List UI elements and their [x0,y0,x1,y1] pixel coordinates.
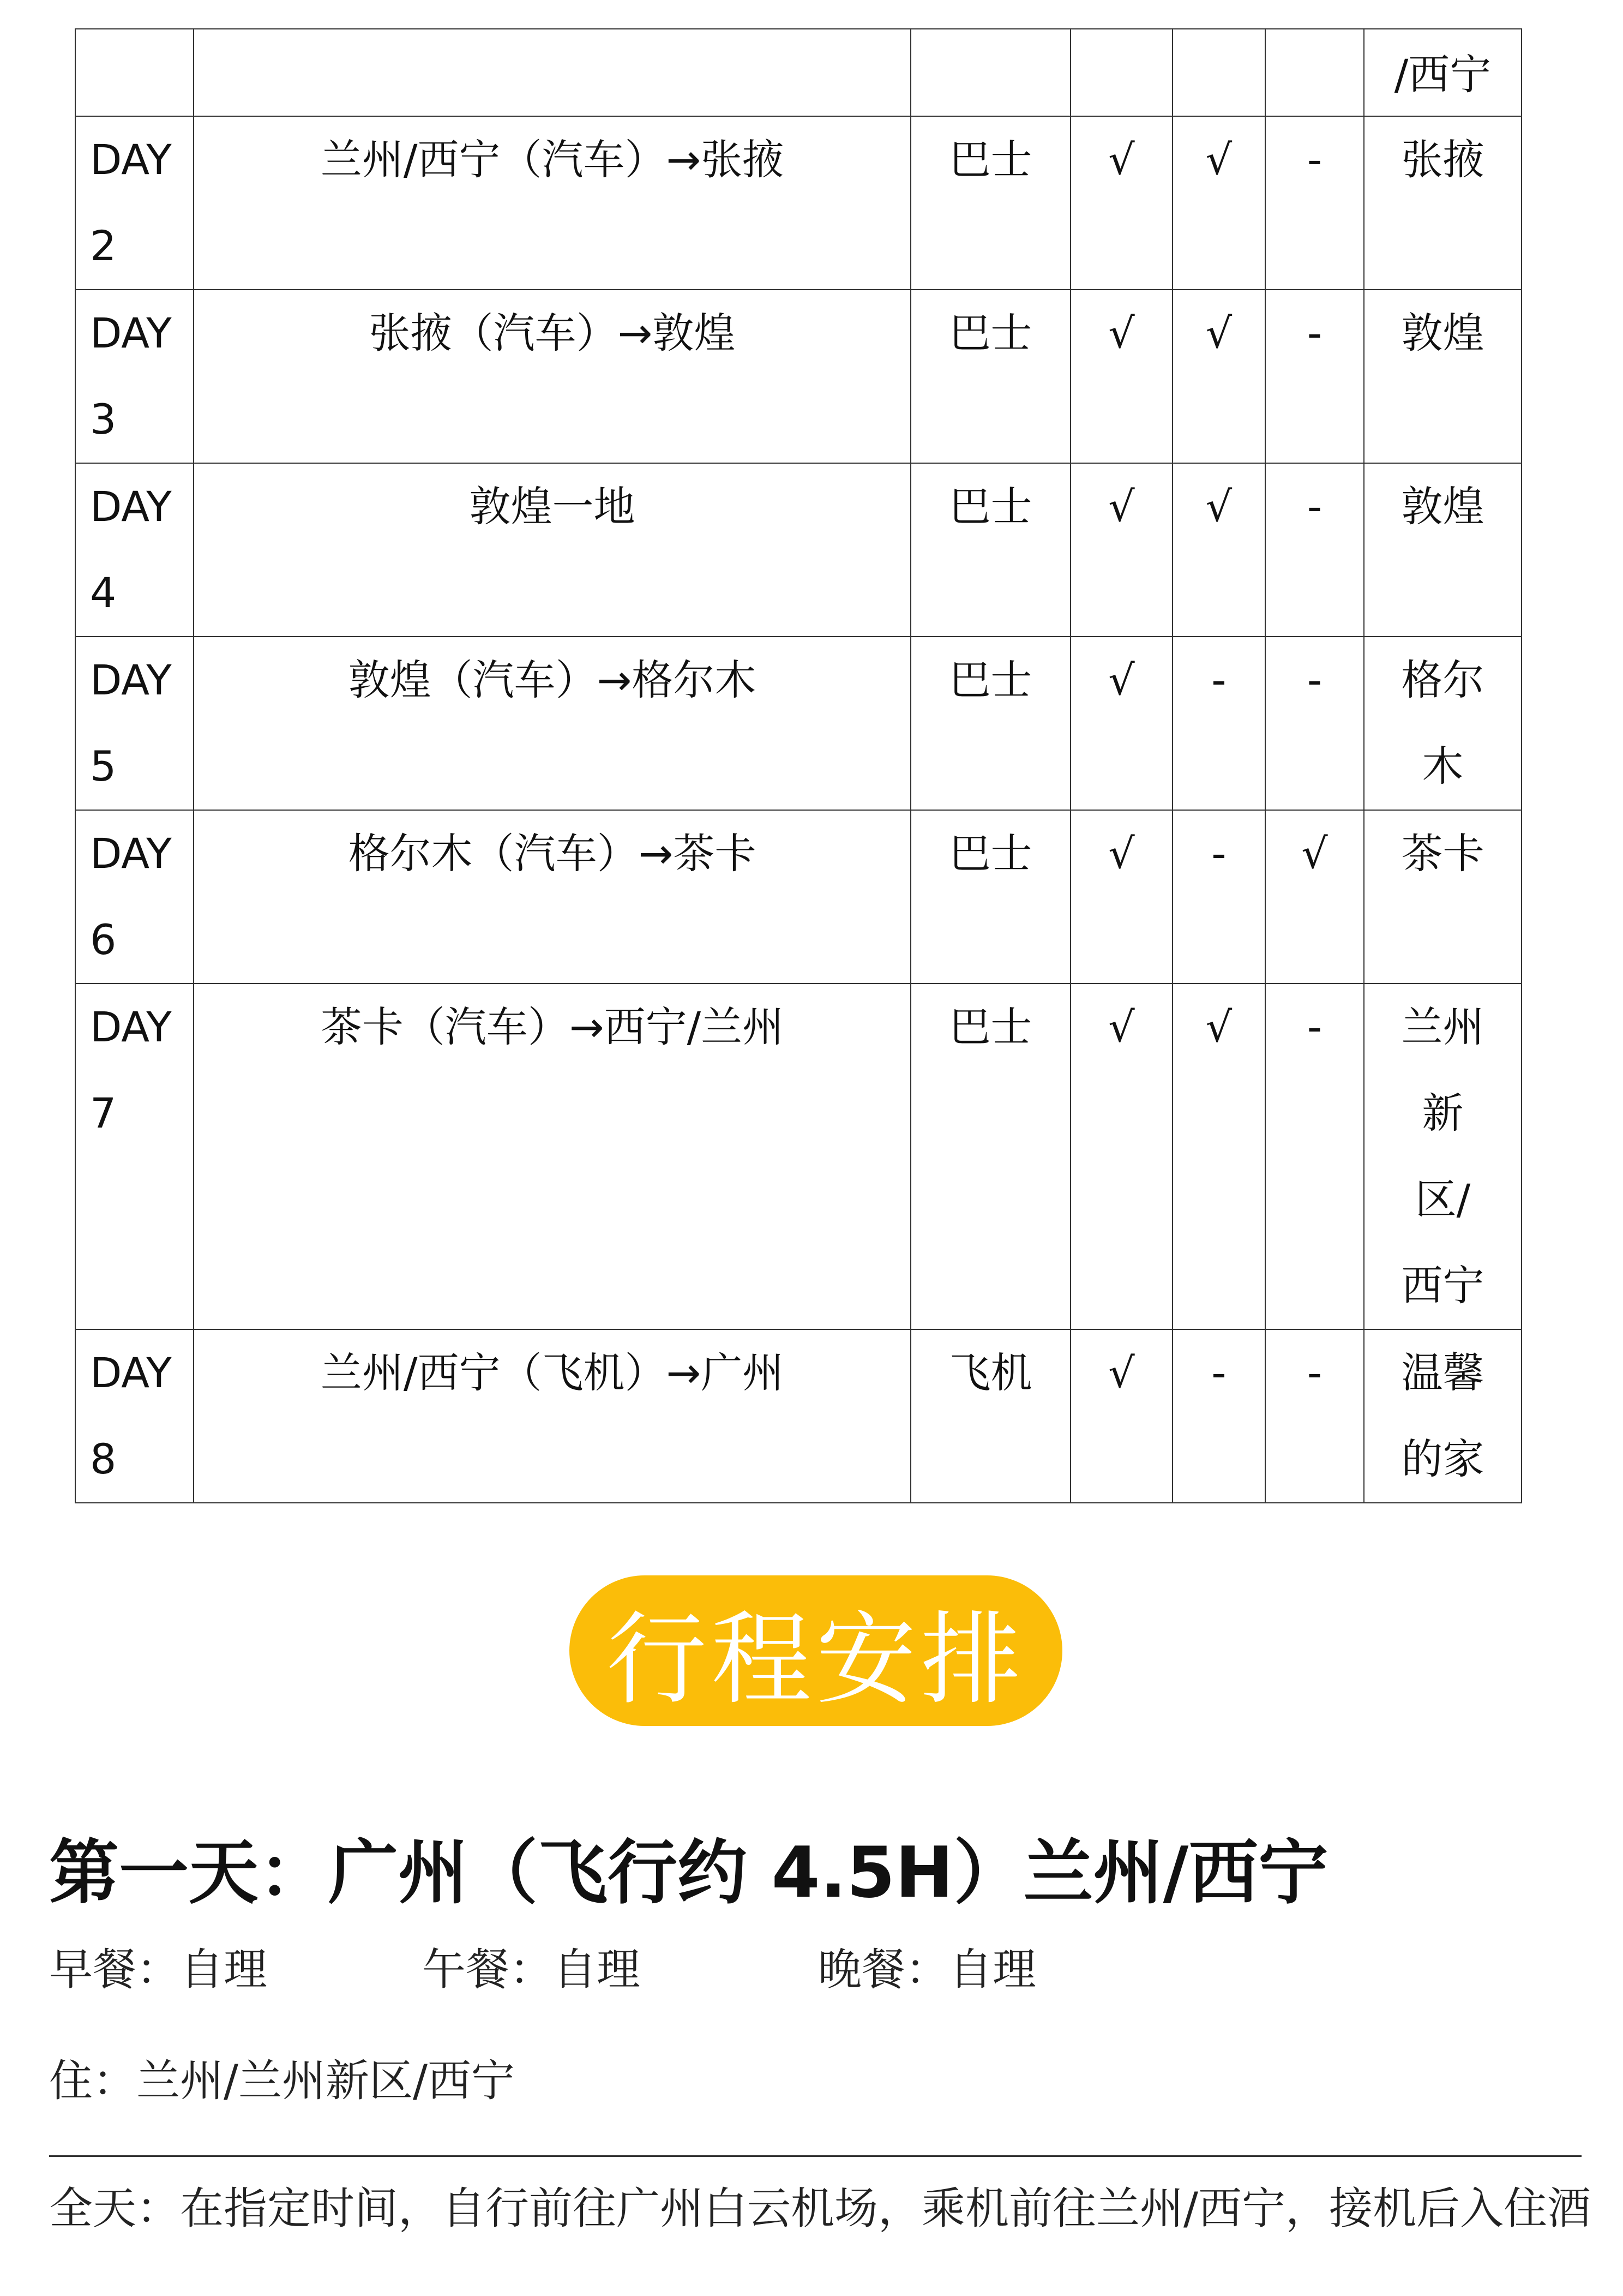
dinner-cell: - [1265,1329,1364,1503]
breakfast-cell: √ [1071,116,1173,290]
lunch-cell: √ [1173,984,1265,1329]
dinner-cell: - [1265,463,1364,637]
day1-title: 第一天：广州（飞行约 4.5H）兰州/西宁 [49,1832,1329,1914]
transport-cell: 巴士 [911,290,1071,463]
day-cell [75,1329,194,1503]
transport-cell: 巴士 [911,810,1071,984]
day-text: DAY6 [90,829,172,964]
transport-cell: 巴士 [911,984,1071,1329]
itinerary-table [75,28,1522,1503]
route-cell: 兰州/西宁（飞机）→广州 [194,1329,911,1503]
transport-cell: 巴士 [911,637,1071,810]
lunch-cell: √ [1173,463,1265,637]
breakfast-cell [1071,29,1173,116]
day-text: DAY5 [90,656,172,790]
table-row [75,810,1522,984]
dinner-cell: √ [1265,810,1364,984]
breakfast-cell: √ [1071,290,1173,463]
divider [49,2155,1582,2157]
day-cell [75,290,194,463]
route-cell [194,29,911,116]
day-text: DAY7 [90,1003,172,1137]
lunch-info: 午餐：自理 [422,1944,640,1995]
hotel-text: 张掖 [1401,135,1484,184]
hotel-cell [1364,1329,1522,1503]
hotel-cell [1364,810,1522,984]
transport-cell: 巴士 [911,116,1071,290]
lunch-cell: - [1173,810,1265,984]
dinner-cell: - [1265,984,1364,1329]
stay-info: 住：兰州/兰州新区/西宁 [49,2055,515,2106]
route-cell: 敦煌（汽车）→格尔木 [194,637,911,810]
day-cell [75,984,194,1329]
dinner-cell: - [1265,116,1364,290]
transport-cell [911,29,1071,116]
lunch-cell: √ [1173,116,1265,290]
hotel-cell [1364,116,1522,290]
route-cell: 兰州/西宁（汽车）→张掖 [194,116,911,290]
hotel-text: 茶卡 [1401,829,1484,878]
route-cell: 张掖（汽车）→敦煌 [194,290,911,463]
allday-description: 全天：在指定时间，自行前往广州白云机场，乘机前往兰州/西宁，接机后入住酒 [49,2183,1591,2234]
breakfast-cell: √ [1071,637,1173,810]
day-text: DAY3 [90,309,172,443]
hotel-cell [1364,637,1522,810]
table-row [75,1329,1522,1503]
day-text: DAY2 [90,135,172,270]
hotel-cell [1364,290,1522,463]
transport-cell: 飞机 [911,1329,1071,1503]
dinner-info: 晚餐：自理 [818,1944,1036,1995]
hotel-cell [1364,463,1522,637]
table-row [75,637,1522,810]
hotel-cell [1364,29,1522,116]
section-pill [569,1575,1062,1726]
table-row [75,463,1522,637]
day-cell [75,29,194,116]
hotel-text: 兰州新区/西宁 [1401,1003,1484,1310]
breakfast-cell: √ [1071,810,1173,984]
hotel-text: 格尔木 [1401,656,1484,790]
table-row [75,29,1522,116]
hotel-cell [1364,984,1522,1329]
table-row [75,116,1522,290]
lunch-cell: √ [1173,290,1265,463]
route-cell: 茶卡（汽车）→西宁/兰州 [194,984,911,1329]
route-cell: 格尔木（汽车）→茶卡 [194,810,911,984]
breakfast-cell: √ [1071,463,1173,637]
hotel-text: 敦煌 [1401,482,1484,531]
section-pill-title: 行程安排 [606,1601,1025,1718]
lunch-cell: - [1173,637,1265,810]
hotel-text: 温馨的家 [1401,1348,1484,1483]
day-text: DAY8 [90,1348,172,1483]
day-cell [75,463,194,637]
day-text: DAY4 [90,482,172,617]
table-row [75,984,1522,1329]
route-cell: 敦煌一地 [194,463,911,637]
breakfast-cell: √ [1071,984,1173,1329]
hotel-text: 敦煌 [1401,309,1484,357]
table-row [75,290,1522,463]
day-cell [75,116,194,290]
lunch-cell [1173,29,1265,116]
dinner-cell: - [1265,637,1364,810]
day-cell [75,637,194,810]
breakfast-cell: √ [1071,1329,1173,1503]
transport-cell: 巴士 [911,463,1071,637]
lunch-cell: - [1173,1329,1265,1503]
breakfast-info: 早餐：自理 [49,1944,267,1995]
hotel-text: /西宁 [1394,50,1492,99]
day-cell [75,810,194,984]
dinner-cell [1265,29,1364,116]
dinner-cell: - [1265,290,1364,463]
